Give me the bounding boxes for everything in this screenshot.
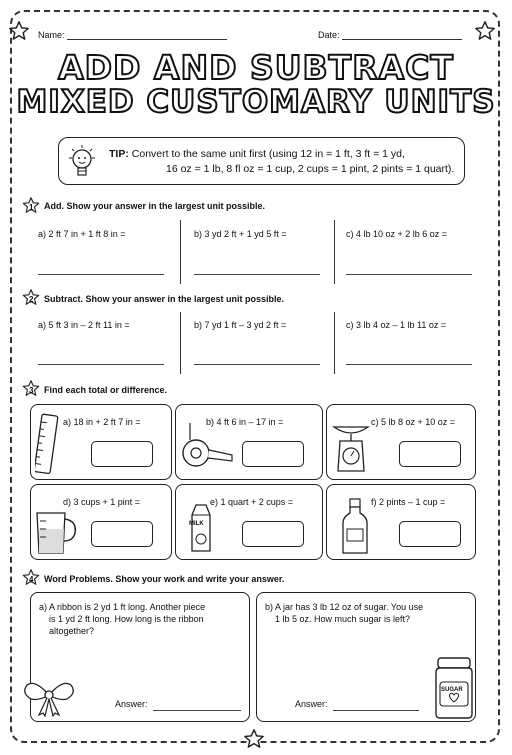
kitchen-scale-icon [331, 421, 371, 475]
lightbulb-icon [65, 143, 99, 181]
s2-question-c: c) 3 lb 4 oz – 1 lb 11 oz = [346, 320, 447, 330]
word-problem-a-text: a) A ribbon is 2 yd 1 ft long. Another piece is 1 yd 2 ft long. How long is the ribbon altogether? [39, 602, 206, 636]
answer-a-line[interactable] [153, 710, 241, 711]
s3-answer-box-f[interactable] [399, 521, 461, 547]
name-line[interactable] [67, 30, 227, 40]
section-3-heading: Find each total or difference. [44, 385, 168, 395]
section-2-heading: Subtract. Show your answer in the largest unit possible. [44, 294, 285, 304]
tip-box [58, 137, 465, 185]
s3-answer-box-a[interactable] [91, 441, 153, 467]
measuring-cup-icon [35, 509, 79, 555]
s3-question-f: f) 2 pints – 1 cup = [371, 497, 446, 507]
s3-card-c [326, 404, 476, 480]
milk-label: MILK [189, 521, 204, 527]
s3-answer-box-c[interactable] [399, 441, 461, 467]
s3-answer-box-d[interactable] [91, 521, 153, 547]
s1-answer-line-a[interactable] [38, 274, 164, 275]
star-icon [243, 728, 265, 750]
tape-measure-icon [180, 423, 236, 473]
title-line-1: ADD AND SUBTRACT [58, 48, 454, 87]
s3-question-a: a) 18 in + 2 ft 7 in = [63, 417, 141, 427]
name-field[interactable] [38, 30, 227, 40]
s3-card-d [30, 484, 172, 560]
s2-question-b: b) 7 yd 1 ft – 3 yd 2 ft = [194, 320, 287, 330]
answer-a-label: Answer: [115, 699, 148, 709]
star-icon [8, 20, 30, 42]
s2-answer-line-a[interactable] [38, 364, 164, 365]
s3-card-b [175, 404, 323, 480]
s1-question-a: a) 2 ft 7 in + 1 ft 8 in = [38, 229, 126, 239]
divider [334, 312, 335, 374]
date-field[interactable] [318, 30, 462, 40]
s3-card-f [326, 484, 476, 560]
word-problem-b-text: b) A jar has 3 lb 12 oz of sugar. You use 1 lb 5 oz. How much sugar is left? [265, 602, 424, 624]
s1-question-c: c) 4 lb 10 oz + 2 lb 6 oz = [346, 229, 448, 239]
tip-line-1: Convert to the same unit first (using 12 in = 1 ft, 3 ft = 1 yd, [131, 148, 405, 160]
section-3-number: 3 [29, 386, 34, 395]
divider [180, 220, 181, 284]
answer-b-line[interactable] [333, 710, 419, 711]
milk-carton-icon [188, 501, 214, 553]
s3-answer-box-b[interactable] [242, 441, 304, 467]
s3-question-d: d) 3 cups + 1 pint = [63, 497, 141, 507]
star-icon [474, 20, 496, 42]
s3-question-c: c) 5 lb 8 oz + 10 oz = [371, 417, 456, 427]
tip-line-2: 16 oz = 1 lb, 8 fl oz = 1 cup, 2 cups = 1 pint, 2 pints = 1 quart). [166, 163, 455, 175]
s1-question-b: b) 3 yd 2 ft + 1 yd 5 ft = [194, 229, 287, 239]
ruler-icon [35, 413, 59, 475]
s3-answer-box-e[interactable] [242, 521, 304, 547]
answer-b-label: Answer: [295, 699, 328, 709]
date-label: Date: [318, 30, 340, 40]
s1-answer-line-c[interactable] [346, 274, 472, 275]
title-line-2: MIXED CUSTOMARY UNITS [16, 84, 496, 120]
s3-card-e [175, 484, 323, 560]
ribbon-bow-icon [21, 677, 77, 717]
s3-question-b: b) 4 ft 6 in – 17 in = [206, 417, 284, 427]
word-problem-a-card [30, 592, 250, 722]
bottle-icon [341, 497, 369, 555]
divider [180, 312, 181, 374]
tip-label: TIP: [109, 148, 129, 160]
section-1-heading: Add. Show your answer in the largest unit possible. [44, 201, 266, 211]
s2-answer-line-b[interactable] [194, 364, 320, 365]
date-line[interactable] [342, 30, 462, 40]
section-2-number: 2 [29, 295, 34, 304]
sugar-label: SUGAR [441, 687, 463, 693]
s3-question-e: e) 1 quart + 2 cups = [210, 497, 294, 507]
section-1-number: 1 [29, 203, 34, 212]
tip-text [109, 147, 454, 177]
s1-answer-line-b[interactable] [194, 274, 320, 275]
name-label: Name: [38, 30, 65, 40]
s3-card-a [30, 404, 172, 480]
divider [334, 220, 335, 284]
section-4-number: 4 [29, 575, 34, 584]
section-4-heading: Word Problems. Show your work and write your answer. [44, 574, 285, 584]
s2-answer-line-c[interactable] [346, 364, 472, 365]
s2-question-a: a) 5 ft 3 in – 2 ft 11 in = [38, 320, 130, 330]
